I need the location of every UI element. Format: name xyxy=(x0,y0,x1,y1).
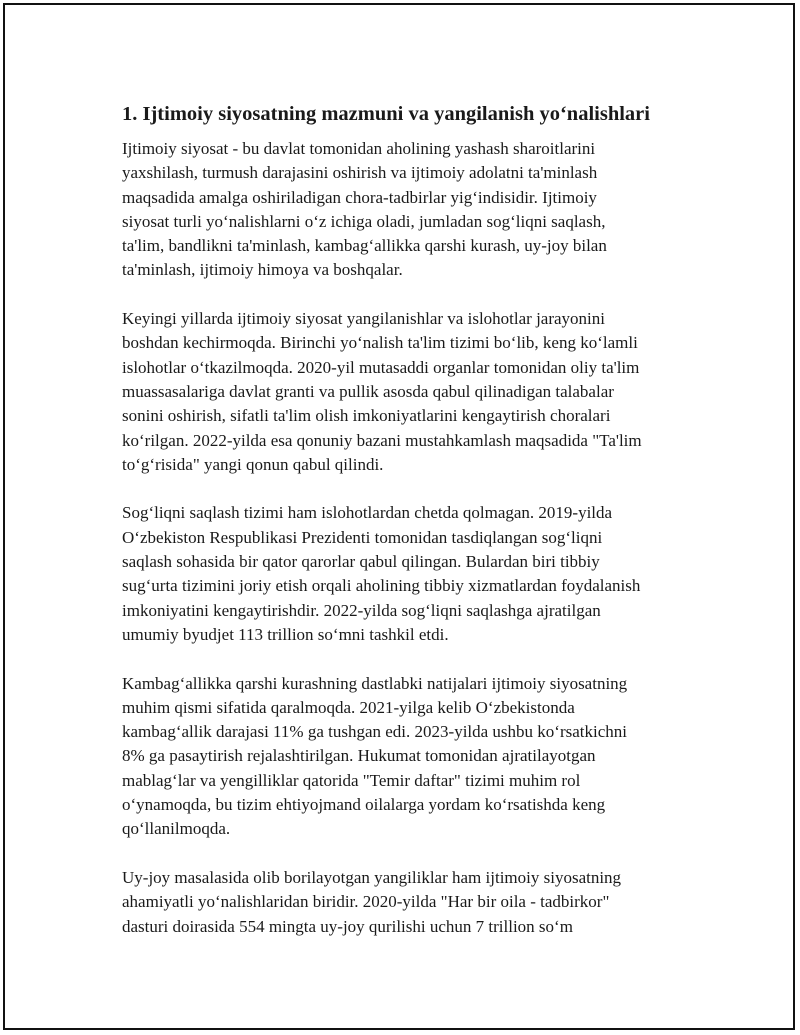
paragraph-line: O‘zbekiston Respublikasi Prezidenti tomonidan tasdiqlangan sog‘liqni xyxy=(122,527,603,547)
paragraph-line: ko‘rilgan. 2022-yilda esa qonuniy bazani mustahkamlash maqsadida "Ta'lim xyxy=(122,430,642,450)
paragraph-line: Sog‘liqni saqlash tizimi ham islohotlardan chetda qolmagan. 2019-yilda xyxy=(122,503,613,523)
paragraph-line: sonini oshirish, sifatli ta'lim olish imkoniyatlarini kengaytirish choralari xyxy=(122,406,611,426)
paragraph-line: qo‘llanilmoqda. xyxy=(122,819,231,839)
paragraph-4 xyxy=(122,672,692,842)
paragraph-line: imkoniyatini kengaytirishdir. 2022-yilda sog‘liqni saqlashga ajratilgan xyxy=(122,600,601,620)
paragraph-line: maqsadida amalga oshiriladigan chora-tadbirlar yig‘indisidir. Ijtimoiy xyxy=(122,187,597,207)
page-frame xyxy=(3,3,795,1030)
paragraph-line: muassasalariga davlat granti va pullik asosda qabul qilinadigan talabalar xyxy=(122,381,614,401)
paragraph-line: islohotlar o‘tkazilmoqda. 2020-yil mutasaddi organlar tomonidan oliy ta'lim xyxy=(122,357,640,377)
paragraph-line: Kambag‘allikka qarshi kurashning dastlabki natijalari ijtimoiy siyosatning xyxy=(122,673,628,693)
paragraph-line: ahamiyatli yo‘nalishlaridan biridir. 2020-yilda "Har bir oila - tadbirkor" xyxy=(122,892,610,912)
paragraph-line: Ijtimoiy siyosat - bu davlat tomonidan aholining yashash sharoitlarini xyxy=(122,139,596,158)
paragraph-1 xyxy=(122,137,692,283)
paragraph-5 xyxy=(122,866,692,939)
paragraph-line: siyosat turli yo‘nalishlarni o‘z ichiga oladi, jumladan sog‘liqni saqlash, xyxy=(122,211,606,231)
paragraph-2 xyxy=(122,307,692,477)
paragraph-line: 8% ga pasaytirish rejalashtirilgan. Hukumat tomonidan ajratilayotgan xyxy=(122,746,596,766)
paragraph-line: sug‘urta tizimini joriy etish orqali aholining tibbiy xizmatlardan foydalanish xyxy=(122,576,641,596)
paragraph-line: saqlash sohasida bir qator qarorlar qabul qilingan. Bulardan biri tibbiy xyxy=(122,552,600,572)
paragraph-line: o‘ynamoqda, bu tizim ehtiyojmand oilalarga yordam ko‘rsatishda keng xyxy=(122,795,606,815)
paragraph-line: muhim qismi sifatida qaralmoqda. 2021-yilga kelib O‘zbekistonda xyxy=(122,697,575,717)
paragraph-line: yaxshilash, turmush darajasini oshirish va ijtimoiy adolatni ta'minlash xyxy=(122,163,598,183)
paragraph-line: boshdan kechirmoqda. Birinchi yo‘nalish ta'lim tizimi bo‘lib, keng ko‘lamli xyxy=(122,333,638,353)
paragraph-line: ta'lim, bandlikni ta'minlash, kambag‘allikka qarshi kurash, uy-joy bilan xyxy=(122,236,607,256)
paragraph-line: Keyingi yillarda ijtimoiy siyosat yangilanishlar va islohotlar jarayonini xyxy=(122,309,605,329)
paragraph-line: dasturi doirasida 554 mingta uy-joy qurilishi uchun 7 trillion so‘m xyxy=(122,916,573,936)
paragraph-line: mablag‘lar va yengilliklar qatorida "Temir daftar" tizimi muhim rol xyxy=(122,770,581,790)
paragraph-line: umumiy byudjet 113 trillion so‘mni tashkil etdi. xyxy=(122,624,449,644)
section-heading: 1. Ijtimoiy siyosatning mazmuni va yangilanish yo‘nalishlari xyxy=(122,103,650,125)
paragraph-line: kambag‘allik darajasi 11% ga tushgan edi. 2023-yilda ushbu ko‘rsatkichni xyxy=(122,722,627,742)
document-body xyxy=(122,100,692,963)
paragraph-3 xyxy=(122,501,692,647)
paragraph-line: Uy-joy masalasida olib borilayotgan yangiliklar ham ijtimoiy siyosatning xyxy=(122,867,622,887)
paragraph-line: ta'minlash, ijtimoiy himoya va boshqalar. xyxy=(122,260,403,280)
paragraph-line: to‘g‘risida" yangi qonun qabul qilindi. xyxy=(122,454,384,474)
